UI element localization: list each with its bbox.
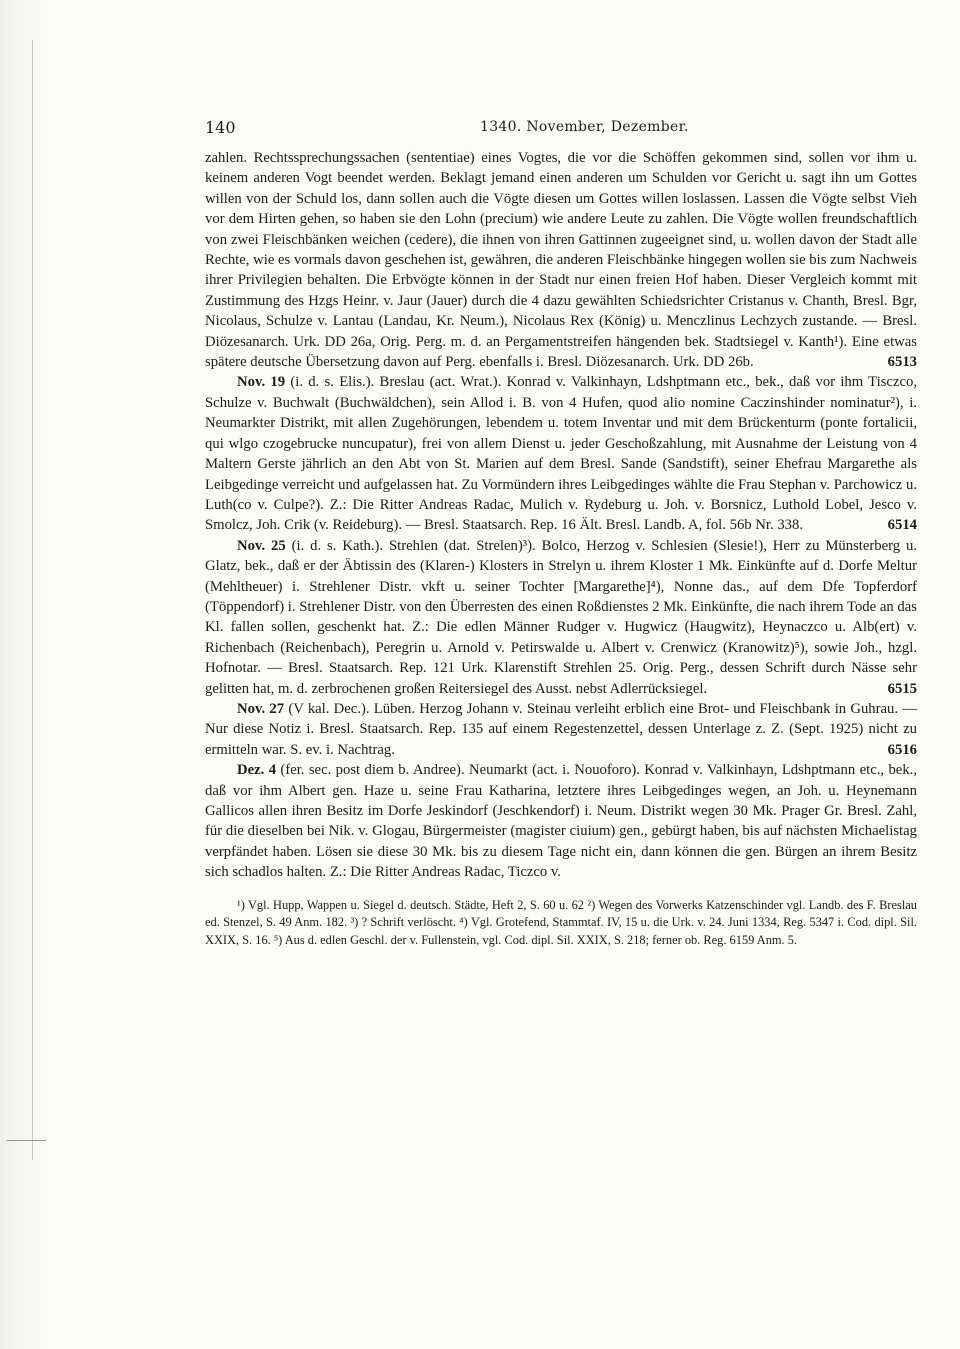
document-body <box>205 148 917 883</box>
entry-text: (i. d. s. Elis.). Breslau (act. Wrat.). Konrad v. Valkinhayn, Ldshptmann etc., bek., daß vor ihm Tisczco, Schulze v. Buchwalt (Buchwäldchen), sein Allod i. B. von 4 Hufen, quod alio nomine Caczinshinder nominatur²), i. Neumarkter Distrikt, mit allen Zugehörungen, lebendem u. totem Inventar und mit dem Brückenturm (ponte fortalicii, qui wlgo czogebrucke nuncupatur), frei von allem Dienst u. jeder Geschoßzahlung, mit Ausnahme der Leistung von 4 Maltern Gerste jährlich an den Abt von St. Marien auf dem Bresl. Sande (Sandstift), seiner Ehefrau Margarethe als Leibgedinge verreicht und aufgelassen hat. Zu Vormündern ihres Leibgedinges wählte die Frau Stephan v. Parchowicz u. Luth(co v. Culpe?). Z.: Die Ritter Andreas Radac, Mulich v. Rydeburg u. Joh. v. Borsnicz, Luthold Lobel, Jesco v. Smolcz, Joh. Crik (v. Reideburg). — Bresl. Staatsarch. Rep. 16 Ält. Bresl. Landb. A, fol. 56b Nr. 338. <box>205 374 917 534</box>
entry-date: Dez. 4 <box>237 762 277 779</box>
running-header <box>205 118 917 140</box>
footnotes-text: ¹) Vgl. Hupp, Wappen u. Siegel d. deutsch. Städte, Heft 2, S. 60 u. 62 ²) Wegen des Vorwerks Katzenschinder vgl. Landb. des F. Breslau ed. Stenzel, S. 49 Anm. 182. ³) ? Schrift verlöscht. ⁴) Vgl. Grotefend, Stammtaf. IV, 15 u. die Urk. v. 24. Juni 1334, Reg. 5347 i. Cod. dipl. Sil. XXIX, S. 16. ⁵) Aus d. edlen Geschl. der v. Fullenstein, vgl. Cod. dipl. Sil. XXIX, S. 218; ferner ob. Reg. 6159 Anm. 5. <box>205 897 917 947</box>
regest-number: 6513 <box>887 354 917 371</box>
regest-number: 6514 <box>887 517 917 534</box>
footnotes <box>205 897 917 950</box>
regest-number: 6516 <box>887 741 917 758</box>
entry-text: (V kal. Dec.). Lüben. Herzog Johann v. Steinau verleiht erblich eine Brot- und Fleischbank in Guhrau. — Nur diese Notiz i. Bresl. Staatsarch. Rep. 135 auf einem Regestenzettel, dessen Unterlage z. Z. (Sept. 1925) nicht zu ermitteln war. S. ev. i. Nachtrag. <box>205 700 918 758</box>
regest-entry <box>205 536 917 699</box>
page-number: 140 <box>205 118 236 137</box>
continuation-text: zahlen. Rechtssprechungssachen (sententiae) eines Vogtes, die vor die Schöffen gekommen sind, sollen vor ihm u. keinem anderen Vogt beendet werden. Beklagt jemand einen anderen um Schulden vor Gericht u. sagt ihn um Gottes willen von der Schuld los, dann sollen auch die Vögte diesen um Gottes willen loslassen. Lassen die Vögte selbst Vieh vor dem Hirten gehen, so haben sie den Lohn (precium) wie andere Leute zu zahlen. Die Vögte wollen freundschaftlich von zwei Fleischbänken weichen (cedere), die ihnen von ihren Gattinnen zugeeignet sind, u. wollen davon der Stadt alle Rechte, wie es vormals davon geschehen ist, gewähren, die anderen Fleischbänke hingegen wollen sie bis zum Nachweis ihrer Privilegien behalten. Die Erbvögte können in der Stadt nur einen freien Hof haben. Dieser Vergleich kommt mit Zustimmung des Hzgs Heinr. v. Jaur (Jauer) durch die 4 dazu gewählten Schiedsrichter Cristanus v. Chanth, Bresl. Bgr, Nicolaus, Schulze v. Lantau (Landau, Kr. Neum.), Nicolaus Rex (König) u. Menczlinus Lechzych zustande. — Bresl. Diözesanarch. Urk. DD 26a, Orig. Perg. m. d. an Pergamentstreifen hängenden bek. Stadtsiegel v. Kanth¹). Eine etwas spätere deutsche Übersetzung davon auf Perg. ebenfalls i. Bresl. Diözesanarch. Urk. DD 26b. <box>205 150 917 371</box>
regest-entry <box>205 760 917 882</box>
binding-edge-mark <box>6 1140 46 1141</box>
running-title: 1340. November, Dezember. <box>480 119 689 135</box>
regest-entry <box>205 699 917 760</box>
book-binding-shadow <box>0 0 50 1349</box>
continuation-paragraph <box>205 148 917 372</box>
entry-date: Nov. 27 <box>237 700 285 717</box>
regest-entry <box>205 372 917 535</box>
entry-text: (fer. sec. post diem b. Andree). Neumarkt (act. i. Nouoforo). Konrad v. Valkinhayn, Ldshptmann etc., bek., daß vor ihm Albert gen. Haze u. seine Frau Katharina, letztere ihres Leibgedinges wegen, an Joh. u. Heynemann Gallicos allen ihren Besitz im Dorfe Jeskindorf (Jeschkendorf) i. Neum. Distrikt wegen 30 Mk. Prager Gr. Bresl. Zahl, für die dieselben bei Nik. v. Glogau, Bürgermeister (magister ciuium) gen., gebürgt haben, bis auf nächsten Michaelistag verpfändet haben. Lösen sie diese 30 Mk. bis zu diesem Tage nicht ein, dann können die gen. Bürgen an ihrem Besitz sich schadlos halten. Z.: Die Ritter Andreas Radac, Ticzco v. <box>205 762 918 881</box>
binding-edge-line <box>32 40 33 1160</box>
regest-number: 6515 <box>887 680 917 697</box>
document-page <box>205 118 917 949</box>
entry-date: Nov. 25 <box>237 537 286 554</box>
entry-date: Nov. 19 <box>237 374 286 391</box>
entry-text: (i. d. s. Kath.). Strehlen (dat. Strelen)³). Bolco, Herzog v. Schlesien (Slesie!), Herr zu Münsterberg u. Glatz, bek., daß er der Äbtissin des (Klaren-) Klosters in Strelyn u. ihrem Kloster 1 Mk. Einkünfte auf d. Dorfe Meltur (Mehltheuer) i. Strehlener Distr. vkft u. seiner Tochter [Margarethe]⁴), Nonne das., auf dem Dfe Topferdorf (Töppendorf) i. Strehlener Distr. von den Überresten des einen Roßdienstes 2 Mk. Einkünfte, die nach ihrem Tode an das Kl. fallen sollen, geschenkt hat. Z.: Die edlen Männer Rudger v. Hugwicz (Haugwitz), Heynaczco u. Alb(ert) v. Richenbach (Reichenbach), Peregrin u. Arnold v. Petirswalde u. Albert v. Crenwicz (Kranowitz)⁵), sowie Joh., hzgl. Hofnotar. — Bresl. Staatsarch. Rep. 121 Urk. Klarenstift Strehlen 25. Orig. Perg., dessen Schrift durch Nässe sehr gelitten hat, m. d. zerbrochenen großen Reitersiegel des Ausst. nebst Adlerrücksiegel. <box>205 537 918 697</box>
